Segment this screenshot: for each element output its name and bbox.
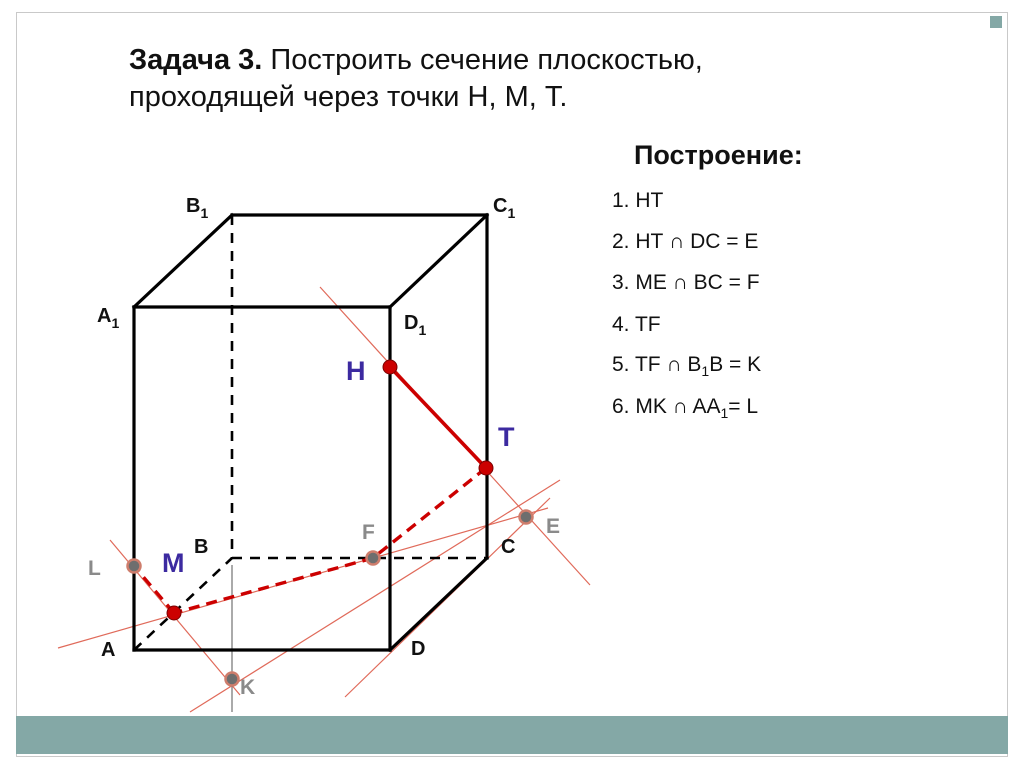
- label-d: D: [411, 638, 426, 660]
- point-e-marker: [520, 511, 533, 524]
- step-5-sub: 1: [701, 363, 710, 380]
- step-5-pre: 5. TF ∩ B: [612, 353, 702, 376]
- label-d1: $D_1$: [404, 312, 427, 338]
- section-points: [167, 360, 493, 620]
- task-title-line1: Построить сечение плоскостью,: [262, 44, 703, 76]
- point-l-marker: [128, 560, 141, 573]
- step-3: 3. ME ∩ BC = F: [612, 271, 760, 294]
- label-b1: $B_1$: [186, 195, 209, 221]
- section-segment-ht: [390, 367, 486, 468]
- edge-a1b1: [134, 215, 232, 307]
- step-4: 4. TF: [612, 313, 661, 336]
- step-5-post: B = K: [709, 353, 762, 376]
- task-title-line2: проходящей через точки Н, М, Т.: [129, 81, 568, 113]
- step-2: 2. НТ ∩ DC = E: [612, 230, 759, 253]
- task-number: Задача 3.: [129, 44, 263, 76]
- auxiliary-point-labels: [88, 515, 560, 699]
- point-m-marker: [167, 606, 181, 620]
- label-c1: $C_1$: [493, 195, 516, 221]
- prism-solid-edges: [134, 215, 487, 650]
- construction-heading: Построение:: [634, 140, 803, 170]
- label-a1: $A_1$: [97, 305, 120, 331]
- label-f: F: [362, 521, 375, 544]
- step-6-sub: 1: [720, 405, 729, 422]
- label-a: A: [101, 639, 116, 661]
- label-k: K: [240, 676, 256, 699]
- label-h: H: [346, 356, 366, 386]
- label-e: E: [546, 515, 561, 538]
- prism-hidden-edges: [134, 215, 487, 650]
- point-f-marker: [367, 552, 380, 565]
- step-1: 1. НТ: [612, 189, 664, 212]
- label-b: B: [194, 536, 209, 558]
- point-t-marker: [479, 461, 493, 475]
- label-c: C: [501, 536, 516, 558]
- section-point-labels: [162, 356, 515, 578]
- step-6-pre: 6. MK ∩ AA: [612, 395, 721, 418]
- label-t: T: [498, 422, 515, 452]
- edge-dc: [390, 558, 487, 650]
- point-k-marker: [226, 673, 239, 686]
- step-6-post: = L: [728, 395, 759, 418]
- label-m: M: [162, 548, 185, 578]
- point-h-marker: [383, 360, 397, 374]
- label-l: L: [88, 557, 101, 580]
- edge-c1d1: [390, 215, 487, 307]
- auxiliary-lines: [58, 287, 590, 712]
